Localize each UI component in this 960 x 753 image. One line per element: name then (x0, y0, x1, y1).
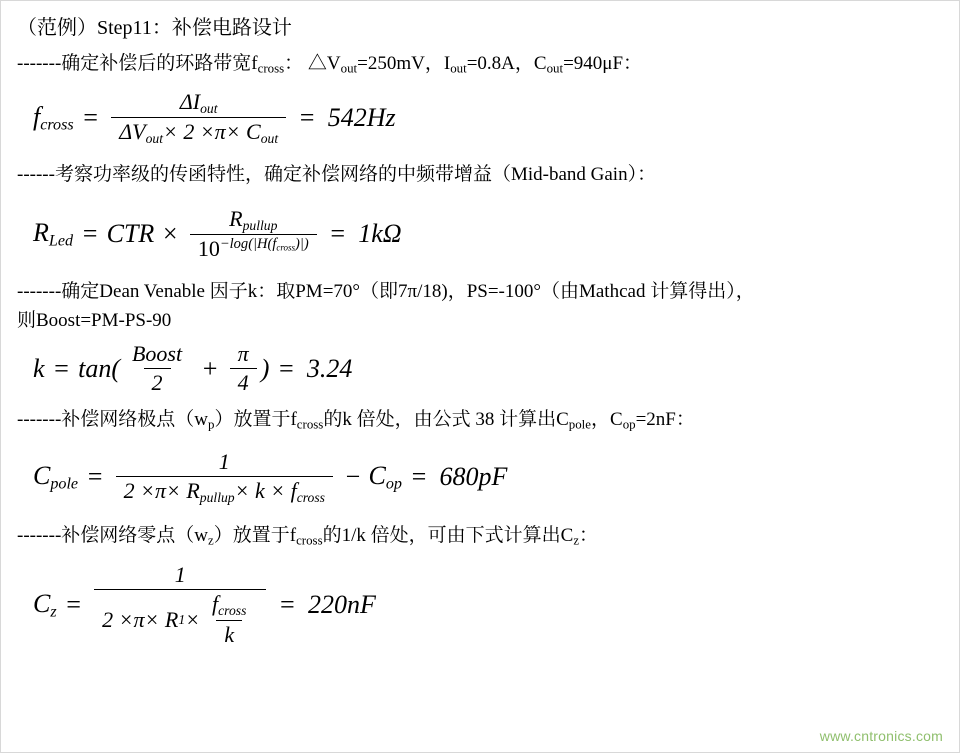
formula-fcross (33, 89, 945, 148)
formula-cpole (33, 449, 945, 506)
paragraph-crossover (17, 50, 945, 79)
equals-sign-2: = (278, 590, 296, 620)
subscript-z: z (573, 532, 580, 548)
text-run: ）放置于f (214, 409, 297, 431)
equals-sign-2: = (328, 219, 347, 249)
text-run: ，C (591, 409, 623, 431)
formula-result: 1kΩ (358, 219, 402, 249)
text-run: =250mV，I (357, 53, 451, 74)
formula-k (33, 341, 945, 396)
paragraph-zero (17, 522, 945, 551)
fraction (111, 89, 286, 148)
text-run: ）放置于f (213, 524, 297, 546)
equals-sign-2: = (277, 353, 295, 383)
denominator: 2 ×π× R 1 × $\frac{f_{cross}}{k}$ (94, 589, 266, 648)
numerator: Boost (131, 341, 183, 367)
paragraph-pole (17, 406, 945, 435)
subscript-out: out (546, 60, 564, 76)
fraction (190, 206, 317, 263)
text-run: -------补偿网络极点（w (17, 409, 209, 431)
cop-term: $C_{op}$ (368, 461, 402, 493)
subscript-cross: cross (257, 60, 285, 76)
text-run: ： (579, 524, 599, 546)
numerator: π (237, 341, 249, 367)
text-run: -------确定补偿后的环路带宽f (17, 53, 258, 74)
text-run-2: 则Boost=PM-PS-90 (17, 309, 172, 331)
denominator: 4 (230, 368, 257, 396)
close-paren: ) (260, 353, 270, 383)
formula-result: 542Hz (327, 102, 396, 132)
page-title: （范例）Step11：补偿电路设计 (17, 17, 292, 39)
formula-result: 680pF (439, 462, 508, 492)
subscript-out: out (340, 60, 358, 76)
subscript-cross: cross (296, 532, 323, 548)
text-run: -------确定Dean Venable 因子k：取PM=70°（即7π/18)，PS=-100°（由Mathcad 计算得出）， (17, 281, 755, 303)
formula-lhs: $R_{Led}$ (33, 217, 74, 250)
subscript-op: op (622, 417, 636, 433)
denominator: $\Delta V_{out}\times 2 \times\pi\times C_{out}$ (111, 117, 286, 147)
minus-sign: − (343, 462, 362, 492)
equals-sign: = (81, 219, 99, 249)
subscript-wp: p (208, 417, 215, 433)
text-run: ： △V (284, 53, 341, 74)
fraction (94, 562, 266, 648)
formula-rled (33, 206, 945, 263)
formula-result: 3.24 (306, 353, 353, 383)
formula-lhs: $C_{pole}$ (33, 461, 79, 493)
paragraph-midband: ------考察功率级的传函特性，确定补偿网络的中频带增益（Mid-band Gain）： (17, 164, 657, 186)
equals-sign: = (64, 590, 83, 620)
text-run: -------补偿网络零点（w (17, 524, 209, 546)
formula-lhs: $f_{cross}$ (33, 101, 74, 134)
numerator: $\Delta I_{out}$ (179, 88, 218, 116)
times-sign: × (161, 219, 179, 249)
numerator: 1 (174, 562, 186, 588)
text-run: 的k 倍处，由公式 38 计算出C (323, 409, 569, 431)
equals-sign-2: = (298, 102, 316, 132)
formula-result: 220nF (307, 590, 376, 620)
text-run: =0.8A，C (466, 53, 547, 74)
formula-lhs: $C_z$ (33, 588, 57, 621)
text-run: 的1/k 倍处，可由下式计算出C (322, 524, 574, 546)
plus-sign: + (201, 353, 219, 383)
denominator: $10^{-log(|H(f_{cross})|)}$ (190, 234, 317, 262)
watermark: www.cntronics.com (819, 728, 943, 744)
denominator: 2 (144, 368, 171, 396)
formula-cz (33, 562, 945, 648)
inner-numerator: $f_{cross}$ (212, 591, 247, 619)
fraction-pi (230, 341, 257, 396)
subscript-pole: pole (568, 417, 591, 433)
numerator: $R_{pullup}$ (229, 205, 278, 233)
fraction (116, 449, 333, 506)
paragraph-venable (17, 278, 945, 335)
inner-fraction (204, 591, 254, 648)
equals-sign: = (81, 102, 100, 132)
subscript-cross: cross (296, 417, 324, 433)
denominator: $2 \times\pi\times R_{pullup}\times k \times f_{cross}$ (116, 476, 333, 506)
inner-denominator: k (216, 620, 242, 648)
ctr-term: CTR (106, 219, 155, 249)
equals-sign-2: = (409, 462, 428, 492)
numerator: 1 (218, 448, 230, 474)
equals-sign: = (86, 462, 104, 492)
text-run: =2nF： (635, 409, 695, 431)
fraction-boost (124, 341, 190, 396)
tan-function: tan( (78, 353, 120, 383)
equals-sign: = (52, 353, 71, 383)
formula-lhs: k (33, 353, 45, 383)
text-run: =940μF： (563, 53, 643, 74)
subscript-out: out (450, 60, 467, 76)
subscript-wz: z (208, 532, 214, 548)
